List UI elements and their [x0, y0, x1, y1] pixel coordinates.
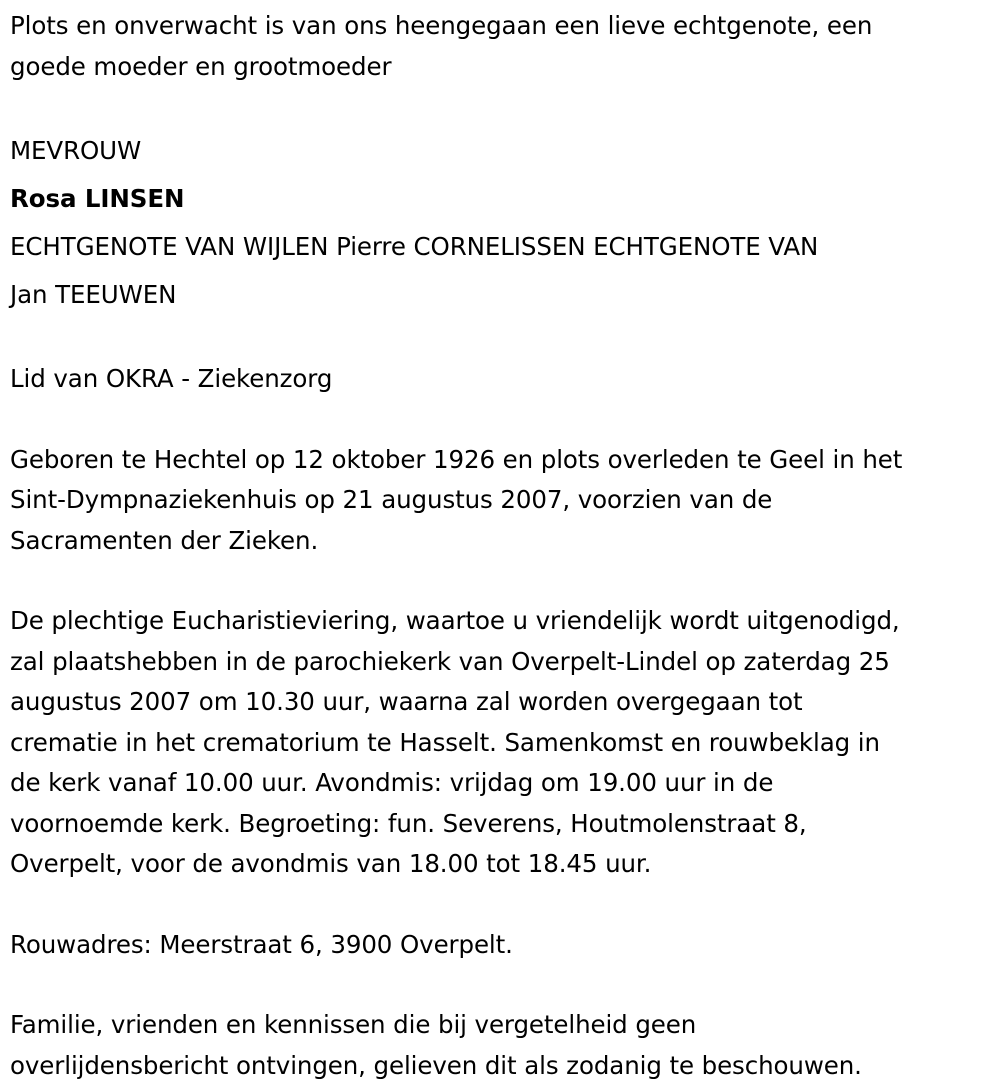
deceased-name: Rosa LINSEN — [10, 184, 185, 213]
spouse-line: ECHTGENOTE VAN WIJLEN Pierre CORNELISSEN ECHTGENOTE VAN — [10, 232, 819, 261]
ceremony-paragraph — [10, 601, 990, 885]
membership-line: Lid van OKRA - Ziekenzorg — [10, 364, 333, 393]
ceremony-line: voornoemde kerk. Begroeting: fun. Severens, Houtmolenstraat 8, — [10, 808, 807, 838]
ceremony-line: De plechtige Eucharistieviering, waartoe u vriendelijk wordt uitgenodigd, — [10, 606, 900, 635]
deceased-block — [10, 127, 990, 319]
closing-line: Familie, vrienden en kennissen die bij vergetelheid geen — [10, 1010, 697, 1039]
closing-paragraph — [10, 1005, 990, 1086]
birth-death-line: Geboren te Hechtel op 12 oktober 1926 en plots overleden te Geel in het — [10, 444, 903, 474]
birth-death-line: Sint-Dympnaziekenhuis op 21 augustus 2007, voorzien van de — [10, 485, 773, 514]
ceremony-line: zal plaatshebben in de parochiekerk van Overpelt-Lindel op zaterdag 25 — [10, 646, 890, 676]
honorific: MEVROUW — [10, 136, 142, 165]
ceremony-line: augustus 2007 om 10.30 uur, waarna zal worden overgegaan tot — [10, 687, 803, 716]
address-paragraph — [10, 925, 990, 966]
address-line: Rouwadres: Meerstraat 6, 3900 Overpelt. — [10, 929, 513, 959]
membership-paragraph — [10, 359, 990, 400]
spacer — [10, 319, 990, 359]
ceremony-line: de kerk vanaf 10.00 uur. Avondmis: vrijdag om 19.00 uur in de — [10, 768, 774, 797]
birth-death-line: Sacramenten der Zieken. — [10, 525, 319, 555]
spouse-line: Jan TEEUWEN — [10, 280, 177, 309]
birth-death-paragraph — [10, 440, 990, 562]
closing-line: overlijdensbericht ontvingen, gelieven dit als zodanig te beschouwen. — [10, 1050, 862, 1080]
ceremony-line: Overpelt, voor de avondmis van 18.00 tot 18.45 uur. — [10, 849, 652, 878]
intro-line: goede moeder en grootmoeder — [10, 51, 392, 81]
intro-paragraph — [10, 6, 990, 87]
intro-line: Plots en onverwacht is van ons heengegaan een lieve echtgenote, een — [10, 11, 873, 40]
ceremony-line: crematie in het crematorium te Hasselt. Samenkomst en rouwbeklag in — [10, 727, 880, 757]
